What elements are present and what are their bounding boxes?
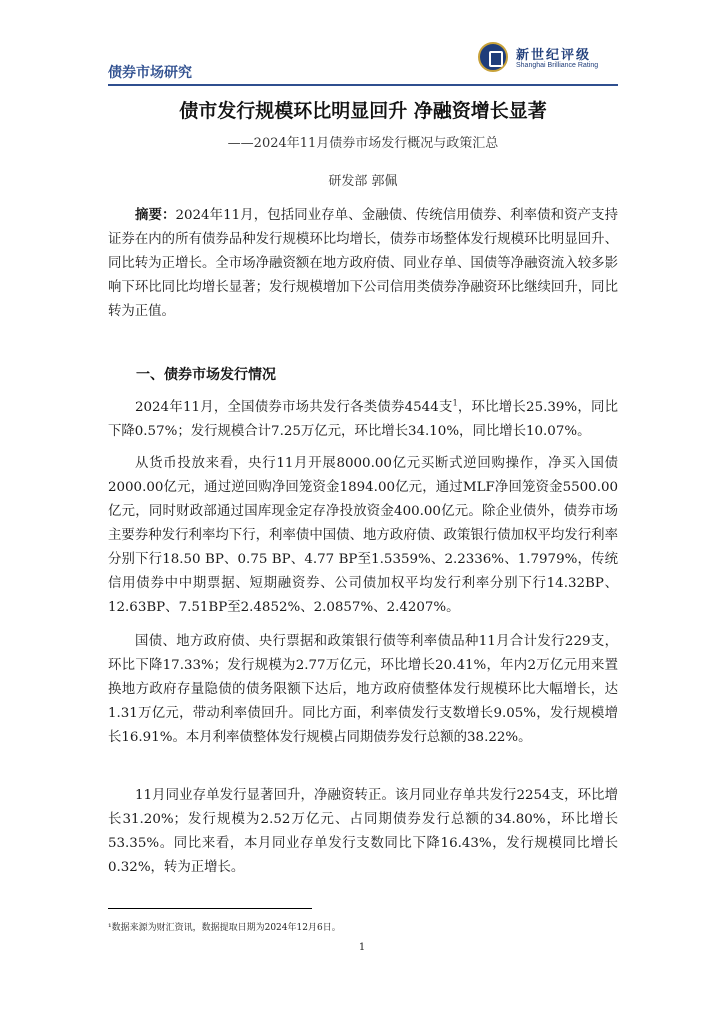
rating-agency-logo	[478, 42, 618, 76]
logo-emblem-icon	[478, 42, 508, 72]
footnote-divider	[108, 908, 312, 909]
report-title: 债市发行规模环比明显回升 净融资增长显著	[179, 100, 547, 122]
page-number: 1	[358, 942, 366, 953]
logo-english-name: Shanghai Brilliance Rating	[516, 62, 599, 69]
header-section-label: 债券市场研究	[108, 65, 192, 81]
paragraph-text: ，环比增长25.39%，同比下降0.57%；发行规模合计7.25万亿元，环比增长34.10%，同比增长10.07%。	[108, 400, 618, 439]
report-subtitle: ——2024年11月债券市场发行概况与政策汇总	[227, 136, 499, 151]
abstract	[108, 204, 618, 324]
paragraph-rate-bonds: 国债、地方政府债、央行票据和政策银行债等利率债品种11月合计发行229支，环比下降17.33%；发行规模为2.77万亿元，环比增长20.41%，年内2万亿元用来置换地方政府存量隐债的债务限额下达后，地方政府债整体发行规模环比大幅增长，达1.31万亿元，带动利率债回升。同比方面，利率债发行支数增长9.05%，发行规模增长16.91%。本月利率债整体发行规模占同期债券发行总额的38.22%。	[108, 634, 618, 745]
paragraph-text: 2024年11月，全国债券市场共发行各类债券4544支	[135, 400, 453, 415]
paragraph-monetary-policy: 从货币投放来看，央行11月开展8000.00亿元买断式逆回购操作，净买入国债2000.00亿元，通过逆回购净回笼资金1894.00亿元，通过MLF净回笼资金5500.00亿元，同时财政部通过国库现金定存净投放资金400.00亿元。除企业债外，债券市场主要券种发行利率均下行，利率债中国债、地方政府债、政策银行债加权平均发行利率分别下行18.50 BP、0.75 BP、4.77 BP至1.5359%、2.2336%、1.7979%，传统信用债券中中期票据、短期融资券、公司债加权平均发行利率分别下行14.32BP、12.63BP、7.51BP至2.4852%、2.0857%、2.4207%。	[108, 456, 618, 615]
logo-chinese-name: 新世纪评级	[516, 48, 592, 63]
paragraph-issuance-overview	[108, 396, 618, 444]
report-author: 研发部 郭佩	[328, 174, 398, 189]
header-divider	[108, 84, 618, 86]
page-header	[108, 38, 618, 82]
abstract-text: 2024年11月，包括同业存单、金融债、传统信用债券、利率债和资产支持证券在内的所有债券品种发行规模环比均增长，债券市场整体发行规模环比明显回升、同比转为正增长。全市场净融资额在地方政府债、同业存单、国债等净融资流入较多影响下环比同比均增长显著；发行规模增加下公司信用类债券净融资环比继续回升，同比转为正值。	[108, 208, 618, 319]
section-heading: 一、债券市场发行情况	[136, 367, 276, 383]
abstract-label: 摘要：	[135, 208, 176, 223]
paragraph-ncd: 11月同业存单发行显著回升，净融资转正。该月同业存单共发行2254支，环比增长31.20%；发行规模为2.52万亿元、占同期债券发行总额的34.80%，环比增长53.35%。同比来看，本月同业存单发行支数同比下降16.43%，发行规模同比增长0.32%，转为正增长。	[108, 788, 618, 875]
footnote: ¹数据来源为财汇资讯，数据提取日期为2024年12月6日。	[108, 923, 341, 933]
footnote-marker: 1	[452, 398, 458, 408]
